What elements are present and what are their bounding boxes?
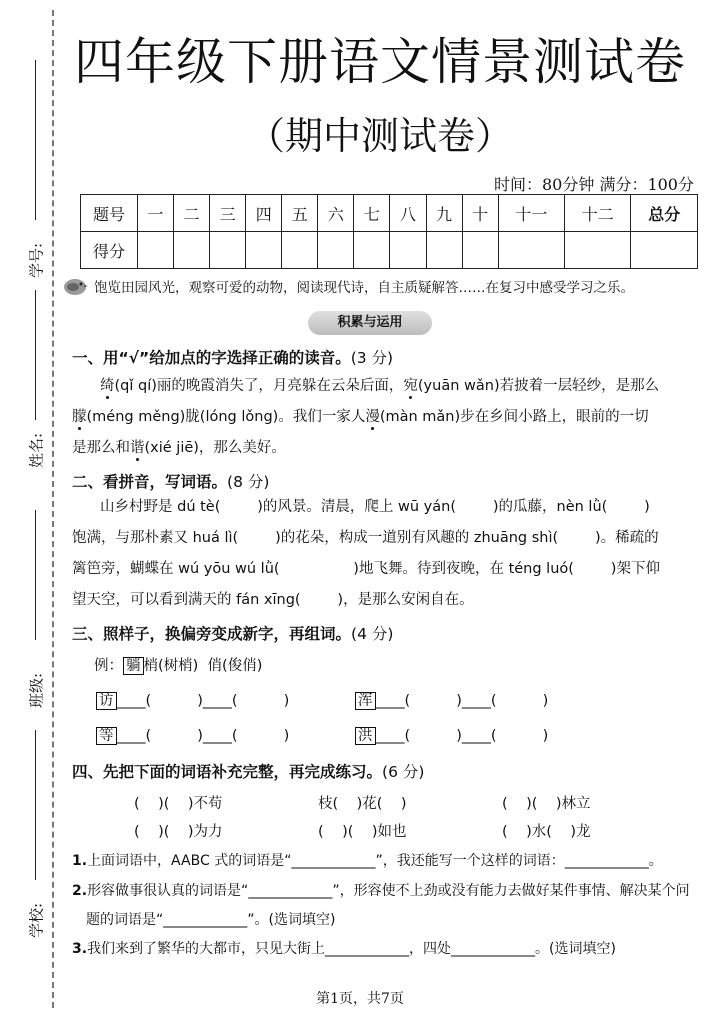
question-4-score: (6 分) — [382, 763, 425, 781]
binding-sidebar — [0, 0, 60, 1018]
score-cell[interactable] — [390, 232, 426, 269]
q1-text[interactable]: (màn mǎn)步在乡间小路上，眼前的一切 — [379, 409, 649, 425]
score-header-cell: 总分 — [631, 195, 698, 232]
class-line — [35, 510, 36, 640]
example-prefix: 例： — [94, 658, 123, 674]
score-cell[interactable] — [318, 232, 354, 269]
question-3-title — [72, 622, 393, 644]
score-header-cell: 十 — [462, 195, 498, 232]
intro-text: 饱览田园风光，观察可爱的动物，阅读现代诗，自主质疑解答……在复习中感受学习之乐。 — [94, 280, 634, 296]
score-header-cell: 七 — [354, 195, 390, 232]
student-number-line — [35, 60, 36, 220]
score-header-cell: 二 — [174, 195, 210, 232]
sub-text[interactable]: 形容做事很认真的词语是“____________”，形容使不上劲或没有能力去做好某件事情、解决某个问 — [87, 883, 690, 899]
question-1-score: (3 分) — [350, 349, 394, 367]
q4-sub-1[interactable] — [72, 850, 663, 870]
q4-sub-2-cont[interactable] — [86, 909, 335, 929]
q3-char-box: 访 — [96, 692, 117, 710]
q3-char-box: 洪 — [355, 727, 376, 745]
question-3-score: (4 分) — [351, 625, 394, 643]
question-1-line-2 — [72, 401, 692, 433]
sub-text[interactable]: 题的词语是“____________”。(选词填空) — [86, 912, 336, 928]
score-cell[interactable] — [282, 232, 318, 269]
question-1-text: 一、用“√”给加点的字选择正确的读音。 — [72, 349, 351, 367]
score-table-score-row — [81, 232, 698, 269]
exam-title: 四年级下册语文情景测试卷 — [74, 33, 686, 91]
score-cell[interactable] — [138, 232, 174, 269]
bird-icon — [62, 276, 88, 296]
score-header-cell: 一 — [138, 195, 174, 232]
question-2-line-3[interactable]: 篱笆旁，蝴蝶在 wú yōu wú lǜ( )地飞舞。待到夜晚，在 téng luó( )架下仰 — [72, 561, 660, 577]
q3-item-2[interactable] — [355, 689, 548, 710]
question-3-example — [94, 654, 262, 675]
score-header-cell: 题号 — [81, 195, 138, 232]
score-header-cell: 十二 — [565, 195, 631, 232]
dotted-char: 谐 — [130, 440, 145, 456]
score-header-cell: 六 — [318, 195, 354, 232]
student-number-field[interactable] — [8, 60, 48, 290]
sub-text[interactable]: 我们来到了繁华的大都市，只见大街上____________，四处____________。(选词填空) — [87, 941, 616, 957]
dotted-char: 宛 — [403, 378, 418, 394]
score-cell[interactable] — [246, 232, 282, 269]
score-header-cell: 四 — [246, 195, 282, 232]
time-info: 时间：80分钟 满分：100分 — [494, 175, 694, 194]
question-2-line-2[interactable]: 饱满，与那朴素又 huá lì( )的花朵，构成一道别有风趣的 zhuāng shì( )。稀疏的 — [72, 530, 659, 546]
score-cell[interactable] — [210, 232, 246, 269]
q3-blanks[interactable]: ____( )____( ) — [116, 693, 290, 709]
score-cell[interactable] — [462, 232, 498, 269]
q1-text[interactable]: (qǐ qí)丽的晚霞消失了，月亮躲在云朵后面， — [114, 378, 404, 394]
score-cell[interactable] — [354, 232, 390, 269]
dotted-char: 朦 — [72, 409, 87, 425]
sub-number: 2. — [72, 883, 88, 899]
score-cell[interactable] — [426, 232, 462, 269]
page-footer: 第1页，共7页 — [316, 991, 404, 1007]
question-2-line-4[interactable]: 望天空，可以看到满天的 fán xīng( )，是那么安闲自在。 — [72, 592, 474, 608]
school-line — [35, 730, 36, 880]
score-table-header-row — [81, 195, 698, 232]
score-cell[interactable] — [631, 232, 698, 269]
class-field[interactable] — [8, 510, 48, 710]
q3-blanks[interactable]: ____( )____( ) — [116, 728, 290, 744]
q1-text[interactable]: (méng měng)胧(lóng lǒng)。我们一家人 — [86, 409, 366, 425]
score-table — [80, 194, 698, 269]
sub-text[interactable]: 上面词语中，AABC 式的词语是“____________”，我还能写一个这样的词语：____________。 — [87, 853, 663, 869]
score-cell[interactable] — [498, 232, 564, 269]
score-header-cell: 八 — [390, 195, 426, 232]
idiom-blank[interactable]: ( )( )为力 — [134, 824, 223, 840]
class-label: 班级: — [27, 672, 46, 709]
exam-subtitle: （期中测试卷） — [246, 114, 513, 158]
school-field[interactable] — [8, 730, 48, 950]
score-header-cell: 五 — [282, 195, 318, 232]
q4-sub-3[interactable] — [72, 938, 616, 958]
q3-blanks[interactable]: ____( )____( ) — [375, 693, 549, 709]
dotted-char: 绮 — [100, 378, 115, 394]
score-header-cell: 九 — [426, 195, 462, 232]
idiom-blank[interactable]: ( )( )林立 — [502, 796, 591, 812]
q1-text: 是那么和 — [72, 440, 130, 456]
q3-blanks[interactable]: ____( )____( ) — [375, 728, 549, 744]
q3-char-box: 浑 — [355, 692, 376, 710]
example-rest: 梢(树梢) 俏(俊俏) — [143, 658, 263, 674]
sub-number: 3. — [72, 941, 88, 957]
question-3-text: 三、照样子，换偏旁变成新字，再组词。 — [72, 625, 352, 643]
idiom-blank[interactable]: ( )水( )龙 — [502, 824, 591, 840]
q1-text[interactable]: (xié jiē)，那么美好。 — [144, 440, 286, 456]
question-2-line-1[interactable]: 山乡村野是 dú tè( )的风景。清晨，爬上 wū yán( )的瓜藤，nèn lǜ( ) — [100, 499, 650, 515]
score-header-cell: 三 — [210, 195, 246, 232]
question-2-text: 二、看拼音，写词语。 — [72, 473, 228, 491]
name-line — [35, 290, 36, 420]
name-field[interactable] — [8, 290, 48, 490]
question-4-title — [72, 760, 424, 782]
school-label: 学校: — [27, 902, 46, 939]
sub-number: 1. — [72, 853, 88, 869]
q1-text[interactable]: (yuān wǎn)若披着一层轻纱，是那么 — [417, 378, 660, 394]
q3-item-3[interactable] — [96, 724, 289, 745]
question-1-line-1 — [72, 370, 692, 402]
intro-line — [62, 276, 702, 296]
question-2-title — [72, 470, 269, 492]
q4-sub-2[interactable] — [72, 880, 690, 900]
q3-item-4[interactable] — [355, 724, 548, 745]
idiom-blank[interactable]: ( )( )如也 — [318, 824, 407, 840]
question-4-text: 四、先把下面的词语补充完整，再完成练习。 — [72, 763, 383, 781]
q3-char-box: 等 — [96, 727, 117, 745]
cut-line — [52, 10, 54, 1008]
example-char-box: 躺 — [123, 657, 144, 675]
question-1-line-3 — [72, 432, 692, 464]
score-cell[interactable] — [174, 232, 210, 269]
student-number-label: 学号: — [27, 242, 46, 279]
question-1-title — [72, 346, 393, 368]
idiom-blank[interactable]: ( )( )不苟 — [134, 796, 223, 812]
idiom-blank[interactable]: 枝( )花( ) — [318, 796, 407, 812]
score-header-cell: 十一 — [498, 195, 564, 232]
dotted-char: 漫 — [365, 409, 380, 425]
name-label: 姓名: — [27, 432, 46, 469]
q3-item-1[interactable] — [96, 689, 289, 710]
question-2-score: (8 分) — [227, 473, 270, 491]
section-banner: 积累与运用 — [308, 311, 432, 335]
score-row-label: 得分 — [81, 232, 138, 269]
score-cell[interactable] — [565, 232, 631, 269]
